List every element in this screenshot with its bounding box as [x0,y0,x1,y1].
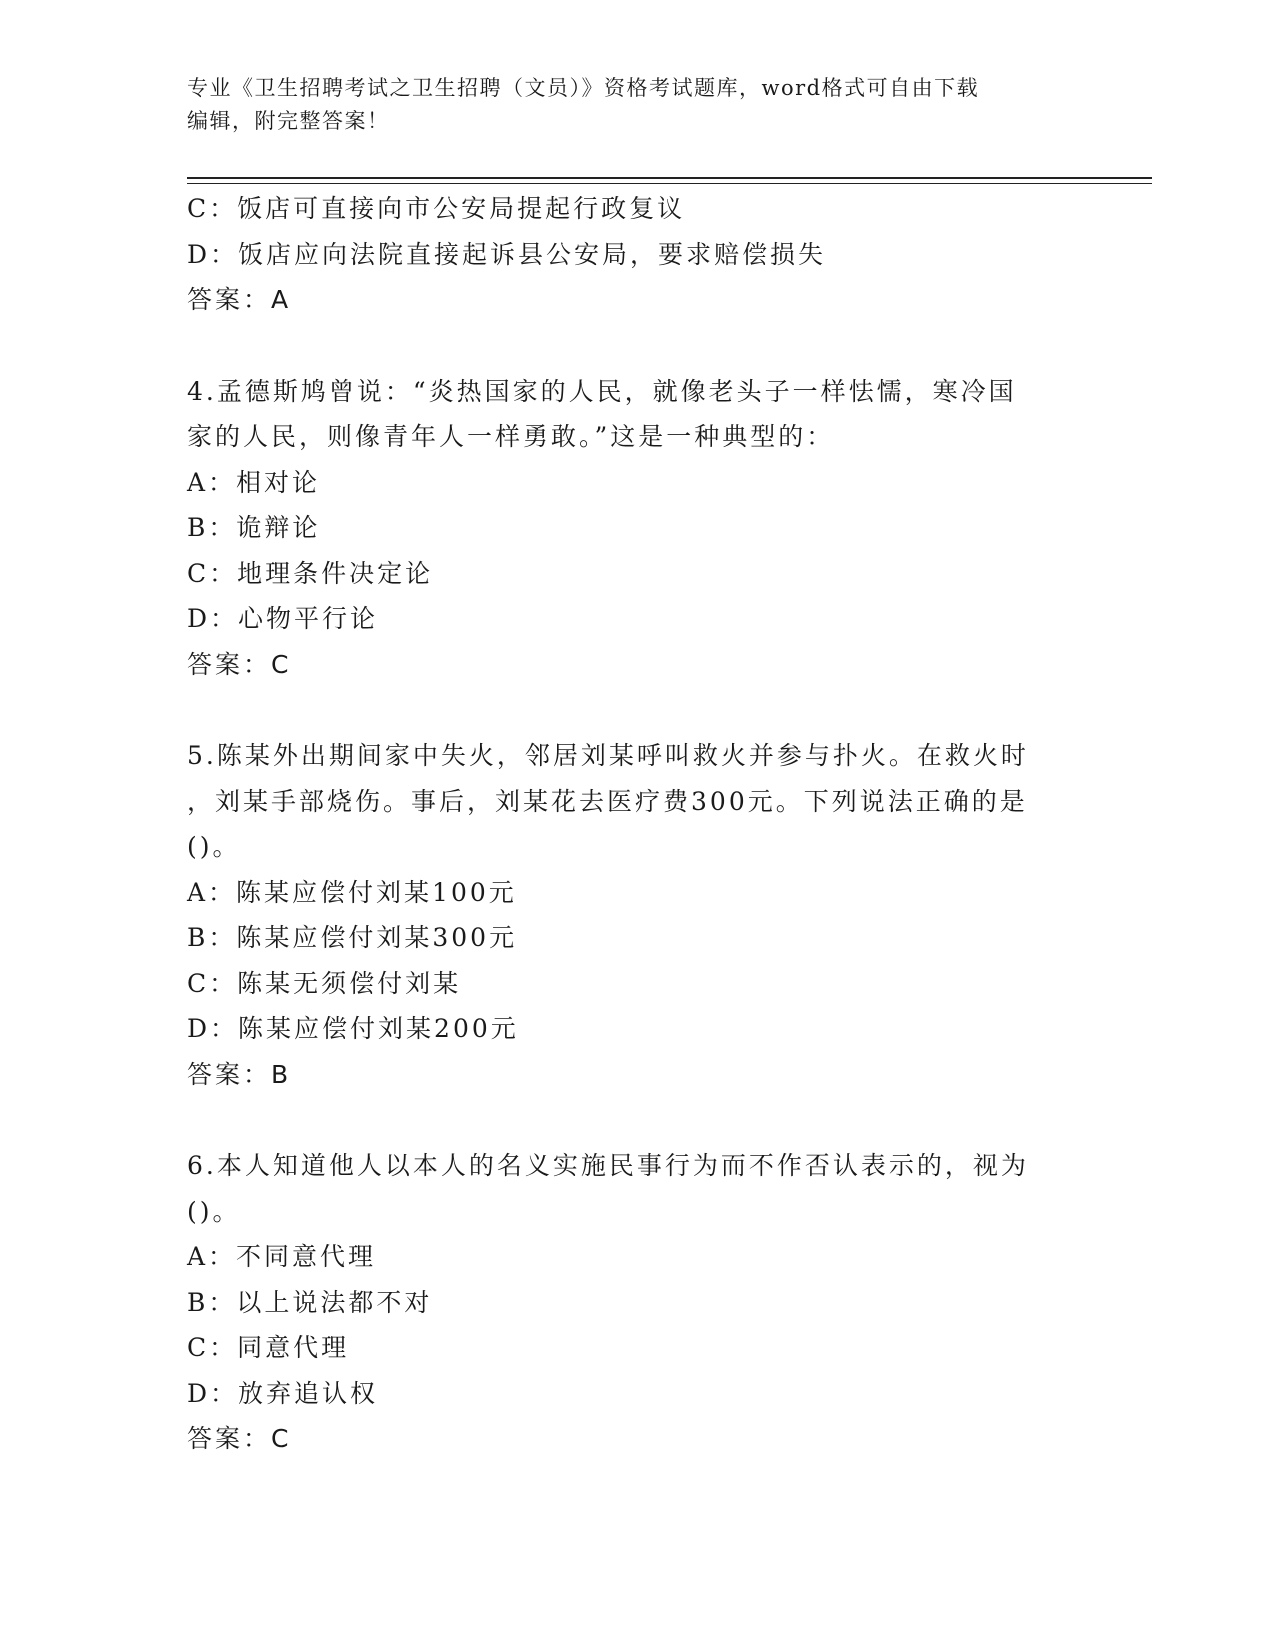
question-3-option-c: C：饭店可直接向市公安局提起行政复议 [187,194,686,223]
header-line-2: 编辑，附完整答案！ [187,109,390,133]
spacer [187,323,1067,369]
question-4-option-b: B：诡辩论 [187,513,321,542]
question-4-option-c: C：地理条件决定论 [187,558,434,588]
question-6-option-a: A：不同意代理 [187,1242,377,1271]
question-4-stem-line-1: 4.孟德斯鸠曾说：“炎热国家的人民，就像老头子一样怯懦，寒冷国 [187,376,1017,406]
question-5-stem-line-2: ，刘某手部烧伤。事后，刘某花去医疗费300元。下列说法正确的是 [187,786,1028,816]
question-5-option-b: B：陈某应偿付刘某300元 [187,923,518,952]
spacer [187,1097,1067,1143]
question-6-option-b: B：以上说法都不对 [187,1287,433,1317]
question-6-stem-line-2: ()。 [187,1196,241,1226]
spacer [187,687,1067,733]
question-5 [187,733,1067,1097]
question-4-option-d: D：心物平行论 [187,604,379,633]
question-4-stem-line-2: 家的人民，则像青年人一样勇敢。”这是一种典型的： [187,422,835,451]
question-5-stem-line-3: ()。 [187,832,241,861]
question-5-answer: 答案：B [187,1059,292,1089]
header-divider-thin [187,183,1152,184]
question-4-answer: 答案：C [187,649,292,679]
question-5-stem-line-1: 5.陈某外出期间家中失火，邻居刘某呼叫救火并参与扑火。在救火时 [187,741,1029,770]
question-5-option-a: A：陈某应偿付刘某100元 [187,877,517,907]
question-4 [187,369,1067,688]
header-divider-thick [187,177,1152,179]
header-line-1: 专业《卫生招聘考试之卫生招聘（文员）》资格考试题库，word格式可自由下载 [187,76,980,100]
question-6 [187,1143,1067,1462]
question-3 [187,186,1067,323]
question-3-answer: 答案：A [187,285,292,314]
question-6-stem-line-1: 6.本人知道他人以本人的名义实施民事行为而不作否认表示的，视为 [187,1151,1029,1180]
question-5-option-c: C：陈某无须偿付刘某 [187,968,462,998]
question-4-option-a: A：相对论 [187,467,321,497]
question-list [187,186,1067,1462]
question-3-option-d: D：饭店应向法院直接起诉县公安局，要求赔偿损失 [187,239,827,269]
question-6-answer: 答案：C [187,1424,292,1453]
question-5-option-d: D：陈某应偿付刘某200元 [187,1014,519,1043]
question-6-option-d: D：放弃追认权 [187,1378,379,1408]
question-6-option-c: C：同意代理 [187,1333,350,1362]
document-header [187,72,1067,138]
